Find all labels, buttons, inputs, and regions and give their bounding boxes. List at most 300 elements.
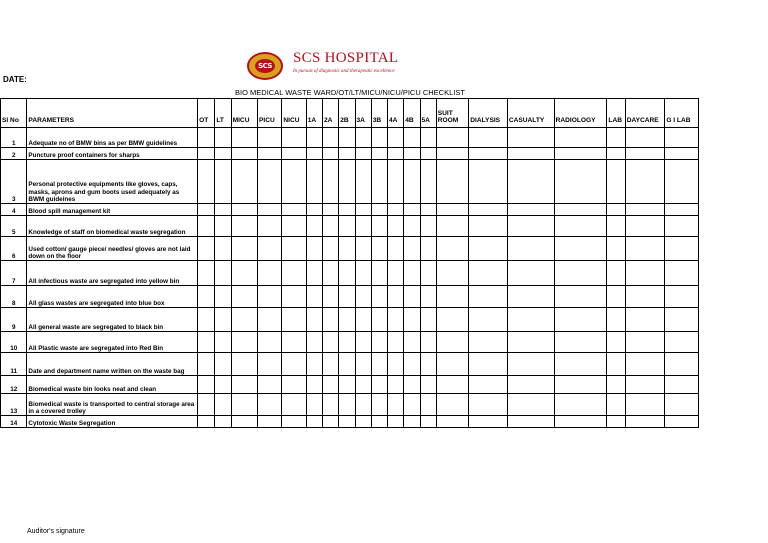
check-cell[interactable] xyxy=(436,416,469,428)
check-cell[interactable] xyxy=(371,216,387,237)
check-cell[interactable] xyxy=(282,286,306,308)
check-cell[interactable] xyxy=(339,160,355,204)
check-cell[interactable] xyxy=(355,128,371,148)
check-cell[interactable] xyxy=(388,376,404,394)
check-cell[interactable] xyxy=(507,376,554,394)
check-cell[interactable] xyxy=(231,394,257,416)
check-cell[interactable] xyxy=(665,204,699,216)
check-cell[interactable] xyxy=(436,332,469,353)
check-cell[interactable] xyxy=(323,261,339,286)
check-cell[interactable] xyxy=(507,416,554,428)
check-cell[interactable] xyxy=(507,160,554,204)
check-cell[interactable] xyxy=(607,148,625,160)
check-cell[interactable] xyxy=(404,416,420,428)
check-cell[interactable] xyxy=(404,332,420,353)
area-header: 2B xyxy=(339,99,355,128)
check-cell[interactable] xyxy=(258,308,282,332)
check-cell[interactable] xyxy=(306,160,322,204)
check-cell[interactable] xyxy=(371,128,387,148)
check-cell[interactable] xyxy=(420,204,436,216)
check-cell[interactable] xyxy=(282,237,306,261)
area-header: G I LAB xyxy=(665,99,699,128)
check-cell[interactable] xyxy=(388,128,404,148)
check-cell[interactable] xyxy=(607,237,625,261)
check-cell[interactable] xyxy=(404,148,420,160)
check-cell[interactable] xyxy=(258,353,282,376)
check-cell[interactable] xyxy=(507,204,554,216)
check-cell[interactable] xyxy=(355,148,371,160)
check-cell[interactable] xyxy=(607,353,625,376)
check-cell[interactable] xyxy=(198,128,215,148)
check-cell[interactable] xyxy=(554,216,607,237)
check-cell[interactable] xyxy=(436,237,469,261)
check-cell[interactable] xyxy=(215,204,231,216)
check-cell[interactable] xyxy=(420,286,436,308)
check-cell[interactable] xyxy=(355,286,371,308)
check-cell[interactable] xyxy=(339,394,355,416)
check-cell[interactable] xyxy=(282,353,306,376)
check-cell[interactable] xyxy=(420,416,436,428)
check-cell[interactable] xyxy=(554,376,607,394)
check-cell[interactable] xyxy=(420,128,436,148)
check-cell[interactable] xyxy=(665,160,699,204)
check-cell[interactable] xyxy=(339,148,355,160)
check-cell[interactable] xyxy=(554,261,607,286)
check-cell[interactable] xyxy=(231,128,257,148)
check-cell[interactable] xyxy=(469,261,508,286)
check-cell[interactable] xyxy=(282,148,306,160)
check-cell[interactable] xyxy=(404,308,420,332)
check-cell[interactable] xyxy=(436,160,469,204)
check-cell[interactable] xyxy=(215,216,231,237)
check-cell[interactable] xyxy=(388,416,404,428)
check-cell[interactable] xyxy=(554,353,607,376)
check-cell[interactable] xyxy=(665,416,699,428)
check-cell[interactable] xyxy=(469,394,508,416)
area-header: SUIT ROOM xyxy=(436,99,469,128)
check-cell[interactable] xyxy=(371,332,387,353)
check-cell[interactable] xyxy=(665,286,699,308)
area-header: LT xyxy=(215,99,231,128)
check-cell[interactable] xyxy=(665,332,699,353)
check-cell[interactable] xyxy=(420,160,436,204)
check-cell[interactable] xyxy=(215,286,231,308)
check-cell[interactable] xyxy=(507,237,554,261)
check-cell[interactable] xyxy=(282,160,306,204)
check-cell[interactable] xyxy=(420,308,436,332)
check-cell[interactable] xyxy=(665,216,699,237)
check-cell[interactable] xyxy=(420,394,436,416)
check-cell[interactable] xyxy=(258,128,282,148)
check-cell[interactable] xyxy=(231,416,257,428)
check-cell[interactable] xyxy=(371,204,387,216)
check-cell[interactable] xyxy=(404,204,420,216)
check-cell[interactable] xyxy=(625,286,665,308)
table-row xyxy=(1,353,699,376)
check-cell[interactable] xyxy=(371,286,387,308)
check-cell[interactable] xyxy=(306,353,322,376)
check-cell[interactable] xyxy=(282,261,306,286)
check-cell[interactable] xyxy=(198,286,215,308)
check-cell[interactable] xyxy=(469,353,508,376)
check-cell[interactable] xyxy=(371,353,387,376)
check-cell[interactable] xyxy=(258,148,282,160)
check-cell[interactable] xyxy=(469,332,508,353)
check-cell[interactable] xyxy=(625,216,665,237)
check-cell[interactable] xyxy=(215,128,231,148)
check-cell[interactable] xyxy=(625,353,665,376)
check-cell[interactable] xyxy=(323,308,339,332)
check-cell[interactable] xyxy=(371,416,387,428)
check-cell[interactable] xyxy=(436,353,469,376)
check-cell[interactable] xyxy=(323,216,339,237)
check-cell[interactable] xyxy=(420,216,436,237)
check-cell[interactable] xyxy=(469,376,508,394)
check-cell[interactable] xyxy=(388,148,404,160)
check-cell[interactable] xyxy=(607,416,625,428)
check-cell[interactable] xyxy=(420,332,436,353)
check-cell[interactable] xyxy=(404,128,420,148)
check-cell[interactable] xyxy=(420,353,436,376)
check-cell[interactable] xyxy=(339,332,355,353)
check-cell[interactable] xyxy=(323,128,339,148)
check-cell[interactable] xyxy=(258,286,282,308)
check-cell[interactable] xyxy=(665,237,699,261)
check-cell[interactable] xyxy=(355,308,371,332)
check-cell[interactable] xyxy=(282,128,306,148)
check-cell[interactable] xyxy=(198,216,215,237)
check-cell[interactable] xyxy=(469,286,508,308)
check-cell[interactable] xyxy=(420,376,436,394)
area-header: 2A xyxy=(323,99,339,128)
check-cell[interactable] xyxy=(215,416,231,428)
check-cell[interactable] xyxy=(215,237,231,261)
check-cell[interactable] xyxy=(339,286,355,308)
check-cell[interactable] xyxy=(404,216,420,237)
check-cell[interactable] xyxy=(507,128,554,148)
check-cell[interactable] xyxy=(625,128,665,148)
check-cell[interactable] xyxy=(215,148,231,160)
check-cell[interactable] xyxy=(231,237,257,261)
check-cell[interactable] xyxy=(469,160,508,204)
check-cell[interactable] xyxy=(198,376,215,394)
check-cell[interactable] xyxy=(665,394,699,416)
check-cell[interactable] xyxy=(625,160,665,204)
check-cell[interactable] xyxy=(625,148,665,160)
sl-no-cell: 10 xyxy=(1,332,27,353)
sl-no-cell: 8 xyxy=(1,286,27,308)
check-cell[interactable] xyxy=(404,394,420,416)
check-cell[interactable] xyxy=(625,308,665,332)
check-cell[interactable] xyxy=(258,204,282,216)
check-cell[interactable] xyxy=(371,148,387,160)
check-cell[interactable] xyxy=(258,416,282,428)
check-cell[interactable] xyxy=(507,394,554,416)
check-cell[interactable] xyxy=(258,394,282,416)
check-cell[interactable] xyxy=(469,128,508,148)
check-cell[interactable] xyxy=(215,332,231,353)
check-cell[interactable] xyxy=(507,261,554,286)
check-cell[interactable] xyxy=(258,160,282,204)
check-cell[interactable] xyxy=(282,216,306,237)
check-cell[interactable] xyxy=(282,204,306,216)
check-cell[interactable] xyxy=(355,353,371,376)
check-cell[interactable] xyxy=(436,204,469,216)
check-cell[interactable] xyxy=(388,353,404,376)
check-cell[interactable] xyxy=(231,204,257,216)
check-cell[interactable] xyxy=(420,237,436,261)
check-cell[interactable] xyxy=(469,204,508,216)
check-cell[interactable] xyxy=(554,286,607,308)
check-cell[interactable] xyxy=(231,261,257,286)
check-cell[interactable] xyxy=(306,308,322,332)
check-cell[interactable] xyxy=(469,308,508,332)
check-cell[interactable] xyxy=(507,148,554,160)
area-header: CASUALTY xyxy=(507,99,554,128)
check-cell[interactable] xyxy=(258,216,282,237)
check-cell[interactable] xyxy=(231,308,257,332)
check-cell[interactable] xyxy=(323,353,339,376)
check-cell[interactable] xyxy=(388,286,404,308)
parameters-header: PARAMETERS xyxy=(27,99,198,128)
check-cell[interactable] xyxy=(665,353,699,376)
check-cell[interactable] xyxy=(231,353,257,376)
check-cell[interactable] xyxy=(355,204,371,216)
check-cell[interactable] xyxy=(306,286,322,308)
check-cell[interactable] xyxy=(215,308,231,332)
check-cell[interactable] xyxy=(554,394,607,416)
table-row xyxy=(1,204,699,216)
check-cell[interactable] xyxy=(323,204,339,216)
check-cell[interactable] xyxy=(198,308,215,332)
check-cell[interactable] xyxy=(323,394,339,416)
check-cell[interactable] xyxy=(198,160,215,204)
check-cell[interactable] xyxy=(231,148,257,160)
check-cell[interactable] xyxy=(420,261,436,286)
check-cell[interactable] xyxy=(388,332,404,353)
check-cell[interactable] xyxy=(282,332,306,353)
check-cell[interactable] xyxy=(404,286,420,308)
check-cell[interactable] xyxy=(231,160,257,204)
check-cell[interactable] xyxy=(371,261,387,286)
check-cell[interactable] xyxy=(507,332,554,353)
check-cell[interactable] xyxy=(306,204,322,216)
check-cell[interactable] xyxy=(554,416,607,428)
check-cell[interactable] xyxy=(215,394,231,416)
check-cell[interactable] xyxy=(665,128,699,148)
check-cell[interactable] xyxy=(607,204,625,216)
check-cell[interactable] xyxy=(355,416,371,428)
check-cell[interactable] xyxy=(388,308,404,332)
check-cell[interactable] xyxy=(339,237,355,261)
check-cell[interactable] xyxy=(355,394,371,416)
check-cell[interactable] xyxy=(198,394,215,416)
check-cell[interactable] xyxy=(231,376,257,394)
check-cell[interactable] xyxy=(231,286,257,308)
check-cell[interactable] xyxy=(282,394,306,416)
check-cell[interactable] xyxy=(436,394,469,416)
check-cell[interactable] xyxy=(436,128,469,148)
check-cell[interactable] xyxy=(371,237,387,261)
check-cell[interactable] xyxy=(607,128,625,148)
check-cell[interactable] xyxy=(436,148,469,160)
check-cell[interactable] xyxy=(404,261,420,286)
check-cell[interactable] xyxy=(371,376,387,394)
parameter-cell: Adequate no of BMW bins as per BMW guidelines xyxy=(27,128,198,148)
check-cell[interactable] xyxy=(258,237,282,261)
check-cell[interactable] xyxy=(339,216,355,237)
check-cell[interactable] xyxy=(625,394,665,416)
area-header: RADIOLOGY xyxy=(554,99,607,128)
check-cell[interactable] xyxy=(625,237,665,261)
parameter-cell: Blood spill management kit xyxy=(27,204,198,216)
check-cell[interactable] xyxy=(323,332,339,353)
table-row xyxy=(1,160,699,204)
check-cell[interactable] xyxy=(436,376,469,394)
check-cell[interactable] xyxy=(469,148,508,160)
check-cell[interactable] xyxy=(323,376,339,394)
check-cell[interactable] xyxy=(436,286,469,308)
check-cell[interactable] xyxy=(306,148,322,160)
check-cell[interactable] xyxy=(607,216,625,237)
check-cell[interactable] xyxy=(198,148,215,160)
parameter-cell: Date and department name written on the waste bag xyxy=(27,353,198,376)
check-cell[interactable] xyxy=(607,332,625,353)
check-cell[interactable] xyxy=(355,237,371,261)
check-cell[interactable] xyxy=(404,160,420,204)
check-cell[interactable] xyxy=(282,376,306,394)
check-cell[interactable] xyxy=(665,148,699,160)
check-cell[interactable] xyxy=(665,376,699,394)
check-cell[interactable] xyxy=(215,353,231,376)
check-cell[interactable] xyxy=(198,353,215,376)
check-cell[interactable] xyxy=(388,160,404,204)
check-cell[interactable] xyxy=(323,237,339,261)
check-cell[interactable] xyxy=(198,332,215,353)
check-cell[interactable] xyxy=(436,308,469,332)
check-cell[interactable] xyxy=(554,308,607,332)
check-cell[interactable] xyxy=(665,308,699,332)
check-cell[interactable] xyxy=(388,237,404,261)
auditor-signature-label: Auditor's signature xyxy=(27,528,85,535)
check-cell[interactable] xyxy=(231,332,257,353)
check-cell[interactable] xyxy=(507,216,554,237)
check-cell[interactable] xyxy=(198,261,215,286)
check-cell[interactable] xyxy=(607,261,625,286)
check-cell[interactable] xyxy=(323,416,339,428)
check-cell[interactable] xyxy=(404,237,420,261)
check-cell[interactable] xyxy=(554,332,607,353)
check-cell[interactable] xyxy=(198,237,215,261)
check-cell[interactable] xyxy=(339,353,355,376)
check-cell[interactable] xyxy=(469,237,508,261)
check-cell[interactable] xyxy=(339,128,355,148)
check-cell[interactable] xyxy=(323,286,339,308)
check-cell[interactable] xyxy=(436,216,469,237)
check-cell[interactable] xyxy=(371,308,387,332)
check-cell[interactable] xyxy=(420,148,436,160)
check-cell[interactable] xyxy=(607,160,625,204)
check-cell[interactable] xyxy=(339,261,355,286)
check-cell[interactable] xyxy=(355,216,371,237)
check-cell[interactable] xyxy=(355,332,371,353)
check-cell[interactable] xyxy=(306,261,322,286)
check-cell[interactable] xyxy=(323,148,339,160)
check-cell[interactable] xyxy=(625,376,665,394)
check-cell[interactable] xyxy=(388,216,404,237)
check-cell[interactable] xyxy=(388,261,404,286)
check-cell[interactable] xyxy=(258,332,282,353)
check-cell[interactable] xyxy=(388,204,404,216)
check-cell[interactable] xyxy=(554,204,607,216)
check-cell[interactable] xyxy=(306,237,322,261)
check-cell[interactable] xyxy=(436,261,469,286)
check-cell[interactable] xyxy=(507,286,554,308)
check-cell[interactable] xyxy=(554,148,607,160)
check-cell[interactable] xyxy=(282,308,306,332)
check-cell[interactable] xyxy=(282,416,306,428)
check-cell[interactable] xyxy=(554,128,607,148)
check-cell[interactable] xyxy=(665,261,699,286)
check-cell[interactable] xyxy=(625,261,665,286)
check-cell[interactable] xyxy=(607,308,625,332)
check-cell[interactable] xyxy=(554,237,607,261)
check-cell[interactable] xyxy=(355,261,371,286)
check-cell[interactable] xyxy=(198,204,215,216)
check-cell[interactable] xyxy=(607,286,625,308)
table-row xyxy=(1,148,699,160)
check-cell[interactable] xyxy=(215,261,231,286)
check-cell[interactable] xyxy=(355,376,371,394)
check-cell[interactable] xyxy=(258,376,282,394)
check-cell[interactable] xyxy=(355,160,371,204)
check-cell[interactable] xyxy=(469,416,508,428)
check-cell[interactable] xyxy=(258,261,282,286)
check-cell[interactable] xyxy=(215,376,231,394)
check-cell[interactable] xyxy=(625,204,665,216)
check-cell[interactable] xyxy=(507,353,554,376)
check-cell[interactable] xyxy=(306,416,322,428)
check-cell[interactable] xyxy=(371,394,387,416)
check-cell[interactable] xyxy=(469,216,508,237)
check-cell[interactable] xyxy=(198,416,215,428)
check-cell[interactable] xyxy=(388,394,404,416)
check-cell[interactable] xyxy=(507,308,554,332)
check-cell[interactable] xyxy=(323,160,339,204)
check-cell[interactable] xyxy=(625,416,665,428)
check-cell[interactable] xyxy=(306,128,322,148)
check-cell[interactable] xyxy=(339,204,355,216)
check-cell[interactable] xyxy=(339,376,355,394)
area-header: MICU xyxy=(231,99,257,128)
check-cell[interactable] xyxy=(306,394,322,416)
check-cell[interactable] xyxy=(607,376,625,394)
check-cell[interactable] xyxy=(339,416,355,428)
check-cell[interactable] xyxy=(554,160,607,204)
check-cell[interactable] xyxy=(404,353,420,376)
check-cell[interactable] xyxy=(306,216,322,237)
check-cell[interactable] xyxy=(607,394,625,416)
check-cell[interactable] xyxy=(339,308,355,332)
check-cell[interactable] xyxy=(215,160,231,204)
check-cell[interactable] xyxy=(625,332,665,353)
check-cell[interactable] xyxy=(404,376,420,394)
check-cell[interactable] xyxy=(371,160,387,204)
check-cell[interactable] xyxy=(231,216,257,237)
check-cell[interactable] xyxy=(306,332,322,353)
check-cell[interactable] xyxy=(306,376,322,394)
header-row xyxy=(1,99,699,128)
